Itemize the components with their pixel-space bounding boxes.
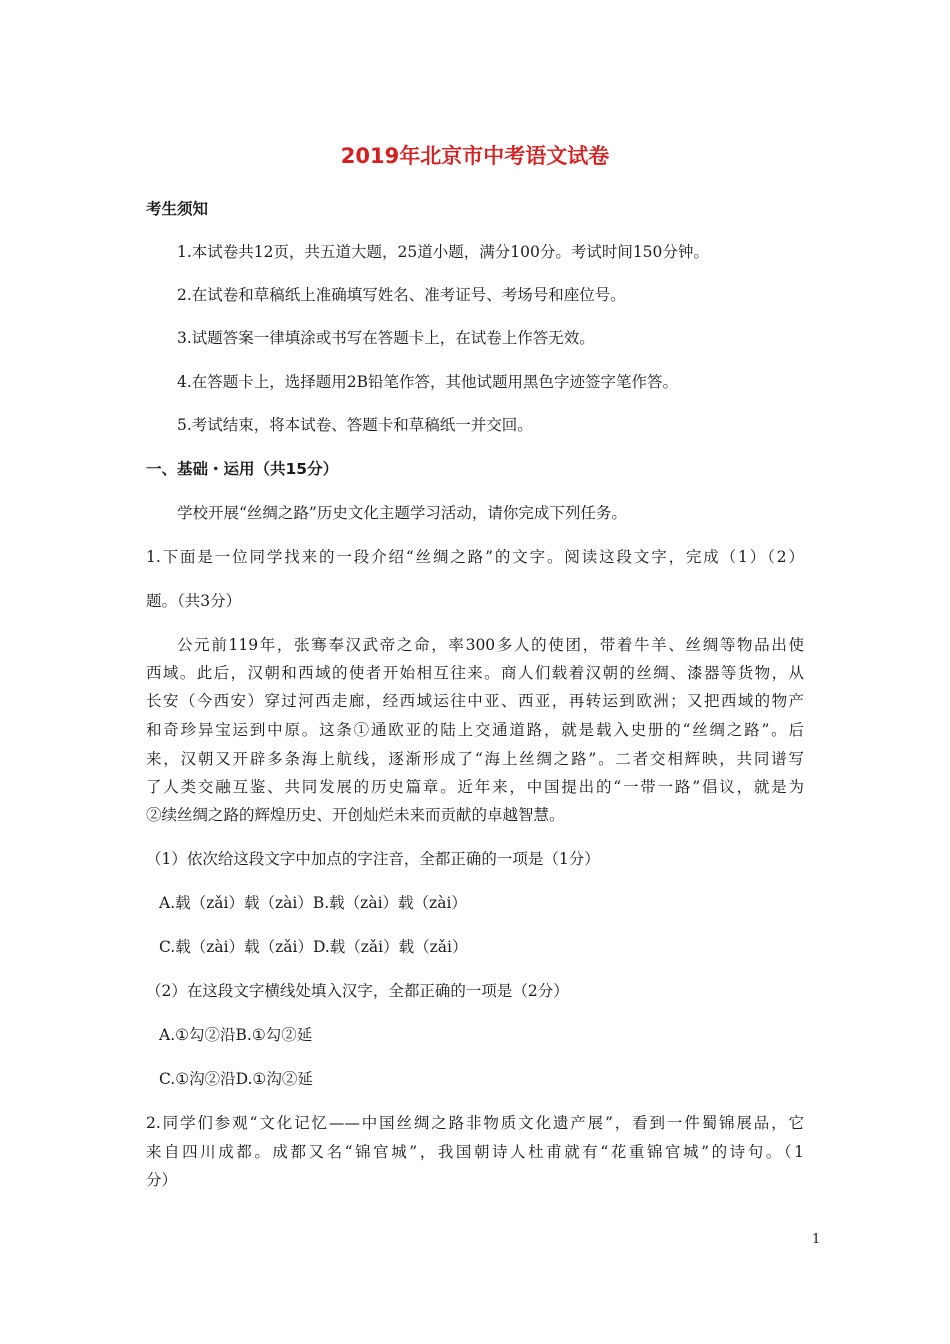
notice-item-2: 2.在试卷和草稿纸上准确填写姓名、准考证号、考场号和座位号。: [177, 286, 626, 304]
q1-sub2-question: （2）在这段文字横线处填入汉字，全都正确的一项是（2分）: [146, 982, 569, 1000]
page-number: 1: [812, 1232, 821, 1247]
q1-sub1-options-cd: C.载（zài）载（zǎi）D.载（zǎi）载（zǎi）: [159, 938, 468, 956]
q2-line-3: 分）: [146, 1171, 178, 1189]
passage-line-3: 长安（今西安）穿过河西走廊，经西域运往中亚、西亚，再转运到欧洲；又把西域的物产: [146, 692, 804, 710]
q1-stem-line1: 1.下面是一位同学找来的一段介绍“丝绸之路”的文字。阅读这段文字，完成（1）（2）: [146, 548, 804, 566]
notice-item-4: 4.在答题卡上，选择题用2B铅笔作答，其他试题用黑色字迹签字笔作答。: [177, 373, 679, 391]
q1-sub1-options-ab: A.载（zǎi）载（zài）B.载（zài）载（zài）: [159, 894, 467, 912]
page-title: 2019年北京市中考语文试卷: [340, 144, 610, 168]
section1-intro: 学校开展“丝绸之路”历史文化主题学习活动，请你完成下列任务。: [177, 504, 627, 522]
passage-line-4: 和奇珍异宝运到中原。这条①通欧亚的陆上交通道路，就是载入史册的“丝绸之路”。后: [146, 721, 804, 739]
q1-sub1-question: （1）依次给这段文字中加点的字注音，全都正确的一项是（1分）: [146, 850, 600, 868]
passage-line-6: 了人类交融互鉴、共同发展的历史篇章。近年来，中国提出的“一带一路”倡议，就是为: [146, 778, 804, 796]
notice-item-1: 1.本试卷共12页，共五道大题，25道小题，满分100分。考试时间150分钟。: [177, 243, 709, 261]
notice-heading: 考生须知: [146, 200, 209, 218]
notice-item-5: 5.考试结束，将本试卷、答题卡和草稿纸一并交回。: [177, 416, 533, 434]
passage-line-5: 来，汉朝又开辟多条海上航线，逐渐形成了“海上丝绸之路”。二者交相辉映，共同谱写: [146, 750, 804, 768]
q1-sub2-options-cd: C.①沟②沿D.①沟②延: [159, 1070, 313, 1088]
passage-line-1: 公元前119年，张骞奉汉武帝之命，率300多人的使团，带着牛羊、丝绸等物品出使: [177, 636, 804, 654]
passage-line-2: 西域。此后，汉朝和西域的使者开始相互往来。商人们载着汉朝的丝绸、漆器等货物，从: [146, 664, 804, 682]
q2-line-1: 2.同学们参观“文化记忆——中国丝绸之路非物质文化遗产展”，看到一件蜀锦展品，它: [146, 1114, 804, 1132]
q2-line-2: 来自四川成都。成都又名“锦官城”，我国朝诗人杜甫就有“花重锦官城”的诗句。（1: [146, 1143, 804, 1161]
section1-heading: 一、基础・运用（共15分）: [146, 460, 339, 478]
q1-sub2-options-ab: A.①勾②沿B.①勾②延: [159, 1026, 313, 1044]
q1-stem-line2: 题。（共3分）: [146, 592, 242, 610]
notice-item-3: 3.试题答案一律填涂或书写在答题卡上，在试卷上作答无效。: [177, 329, 595, 347]
passage-line-7: ②续丝绸之路的辉煌历史、开创灿烂未来而贡献的卓越智慧。: [146, 806, 565, 824]
